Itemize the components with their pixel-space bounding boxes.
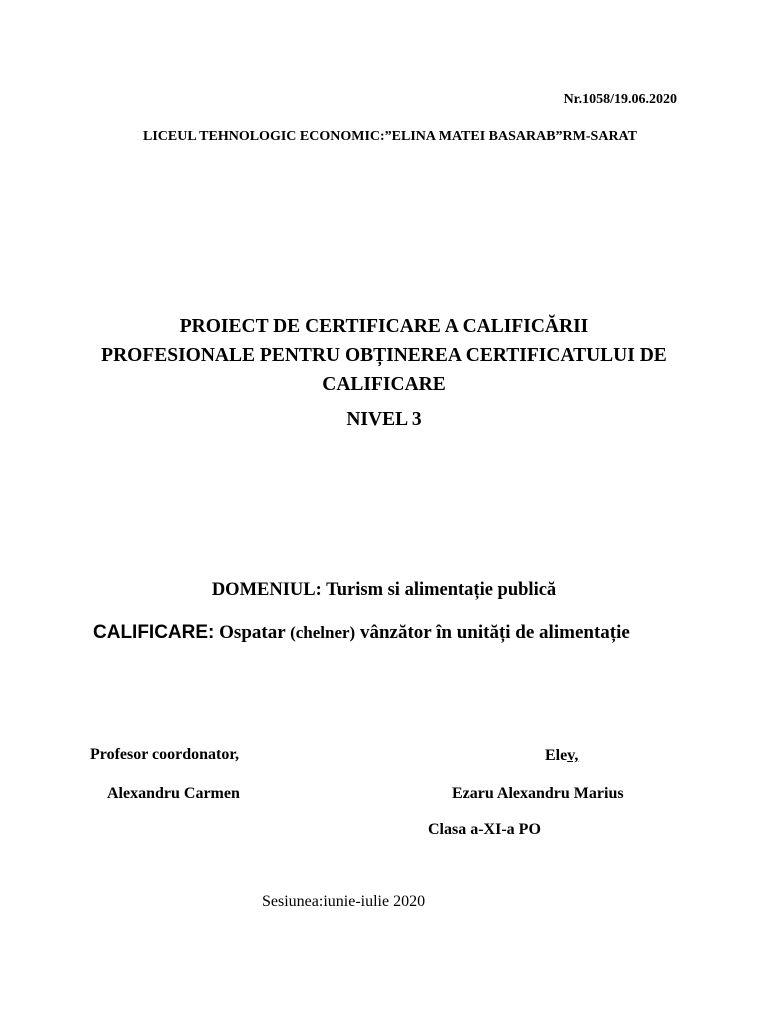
student-label bbox=[545, 747, 578, 765]
coordinator-name: Alexandru Carmen bbox=[107, 785, 240, 802]
student-label-main: Ele bbox=[545, 747, 568, 764]
coordinator-label: Profesor coordonator, bbox=[90, 746, 240, 763]
student-label-underlined: v, bbox=[567, 747, 579, 764]
domain-label: DOMENIUL: bbox=[211, 580, 322, 600]
project-title bbox=[60, 312, 708, 399]
level-heading: NIVEL 3 bbox=[346, 409, 422, 430]
qualification-value-paren: (chelner) bbox=[290, 623, 356, 642]
domain-value: Turism si alimentație publică bbox=[326, 580, 557, 600]
document-number: Nr.1058/19.06.2020 bbox=[563, 92, 677, 107]
session-line: Sesiunea:iunie-iulie 2020 bbox=[262, 893, 426, 910]
domain-line bbox=[0, 580, 768, 601]
qualification-label: CALIFICARE: bbox=[93, 622, 215, 643]
title-line-2: PROFESIONALE PENTRU OBȚINEREA CERTIFICATULUI DE bbox=[101, 345, 667, 366]
school-name: LICEUL TEHNOLOGIC ECONOMIC:”ELINA MATEI BASARAB”RM-SARAT bbox=[143, 129, 637, 144]
qualification-value-part2: vânzător în unități de alimentație bbox=[359, 622, 630, 643]
title-line-1: PROIECT DE CERTIFICARE A CALIFICĂRII bbox=[179, 316, 589, 337]
student-class: Clasa a-XI-a PO bbox=[428, 821, 541, 838]
qualification-line bbox=[93, 622, 630, 644]
student-name: Ezaru Alexandru Marius bbox=[452, 785, 624, 802]
qualification-value-part1: Ospatar bbox=[219, 622, 286, 643]
title-line-3: CALIFICARE bbox=[322, 374, 446, 395]
